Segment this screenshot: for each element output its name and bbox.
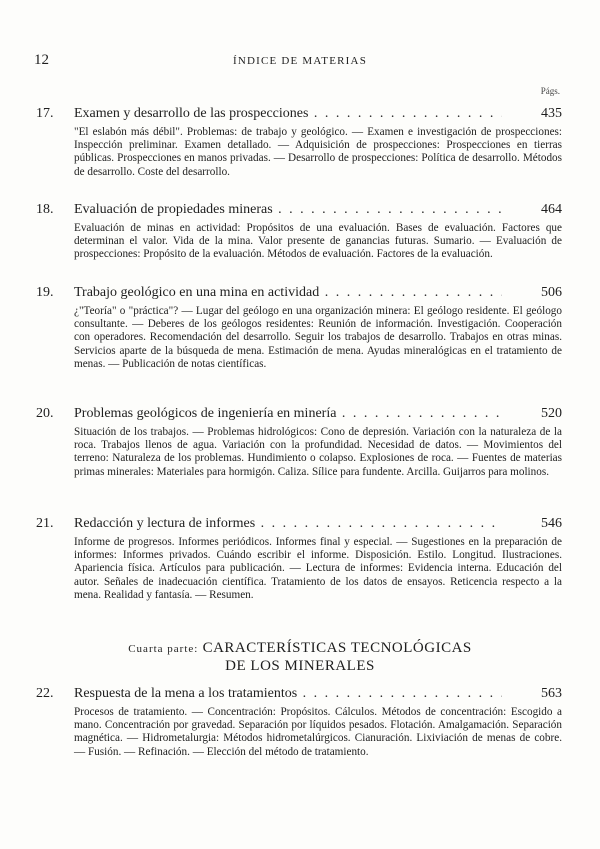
part-label: Cuarta parte:: [128, 643, 199, 655]
chapter-number: 18.: [36, 202, 54, 217]
chapter-page: 563: [541, 686, 562, 701]
chapter-page: 464: [541, 202, 562, 217]
chapter-title: Trabajo geológico en una mina en actividad . .: [74, 283, 502, 303]
running-head: ÍNDICE DE MATERIAS: [232, 55, 368, 67]
chapter-page: 546: [541, 516, 562, 531]
toc-entry-17: [36, 104, 562, 179]
chapter-summary: ¿"Teoría" o "práctica"? — Lugar del geólogo en una organización minera: El geólogo residente. El geólogo consultante. — Deberes de los geólogos residentes: Reunión de información. Investigación. Cooperación con operadores. Recomendación del desarrollo. Seguir los trabajos de desarrollo. Trabajos en otras minas. Servicios aparte de la búsqueda de mena. Estimación de mena. Ayudas mineralógicas en el tratamiento de menas. — Publicación de notas científicas.: [74, 305, 562, 370]
chapter-page: 506: [541, 285, 562, 300]
chapter-page: 435: [541, 106, 562, 121]
chapter-summary: Evaluación de minas en actividad: Propósitos de una evaluación. Bases de evaluación. Factores que determinan el valor. Vida de la mina. Valor presente de ganancias futuras. Sumario. — Evaluación de prospecciones: Propósito de la evaluación. Métodos de evaluación. Factores de la evaluación.: [74, 222, 562, 261]
part-title-line1: CARACTERÍSTICAS TECNOLÓGICAS: [202, 640, 472, 656]
chapter-summary: Situación de los trabajos. — Problemas hidrológicos: Cono de depresión. Variación con la naturaleza de la roca. Trabajos llenos de agua. Variación con la profundidad. Necesidad de datos. — Movimientos del terreno: Naturaleza de los problemas. Hundimiento o colapso. Explosiones de roca. — Fuentes de materias primas minerales: Materiales para hormigón. Caliza. Sílice para fundente. Arcilla. Guijarros para molinos.: [74, 426, 562, 478]
chapter-title: Evaluación de propiedades mineras . .: [74, 200, 502, 220]
pags-label: Págs.: [540, 86, 560, 96]
toc-entry-20: [36, 404, 562, 479]
toc-entry-19: [36, 283, 562, 371]
page-number: 12: [34, 52, 49, 68]
chapter-number: 22.: [36, 686, 54, 701]
chapter-number: 20.: [36, 406, 54, 421]
part-heading: [0, 640, 600, 675]
part-title-line2: DE LOS MINERALES: [225, 658, 375, 674]
chapter-summary: "El eslabón más débil". Problemas: de trabajo y geológico. — Examen e investigación de prospecciones: Inspección preliminar. Examen detallado. — Adquisición de prospecciones: Prospecciones en tierras públicas. Prospecciones en manos privadas. — Desarrollo de prospecciones: Política de desarrollo. Métodos de desarrollo. Coste del desarrollo.: [74, 126, 562, 178]
toc-entry-18: [36, 200, 562, 262]
chapter-title: Examen y desarrollo de las prospecciones . .: [74, 104, 502, 124]
chapter-number: 17.: [36, 106, 54, 121]
chapter-title: Problemas geológicos de ingeniería en minería . .: [74, 404, 502, 424]
chapter-summary: Informe de progresos. Informes periódicos. Informes final y especial. — Sugestiones en la preparación de informes: Informes privados. Cuándo escribir el informe. Disposición. Estilo. Longitud. Ilustraciones. Apariencia física. Artículos para publicación. — Lectura de informes: Evidencia interna. Educación del autor. Señales de inadecuación científica. Tratamiento de los datos de ensayos. Reticencia respecto a la mena. Realidad y fantasía. — Resumen.: [74, 536, 562, 601]
toc-entry-21: [36, 514, 562, 602]
chapter-summary: Procesos de tratamiento. — Concentración: Propósitos. Cálculos. Métodos de concentración: Escogido a mano. Concentración por gravedad. Separación por líquidos pesados. Flotación. Amalgamación. Separación magnética. — Hidrometalurgia: Métodos hidrometalúrgicos. Cianuración. Lixiviación de menas de cobre. — Fusión. — Refinación. — Elección del método de tratamiento.: [74, 706, 562, 758]
toc-entry-22: [36, 684, 562, 759]
chapter-title: Redacción y lectura de informes . .: [74, 514, 502, 534]
chapter-number: 21.: [36, 516, 54, 531]
chapter-number: 19.: [36, 285, 54, 300]
chapter-title: Respuesta de la mena a los tratamientos . .: [74, 684, 502, 704]
chapter-page: 520: [541, 406, 562, 421]
